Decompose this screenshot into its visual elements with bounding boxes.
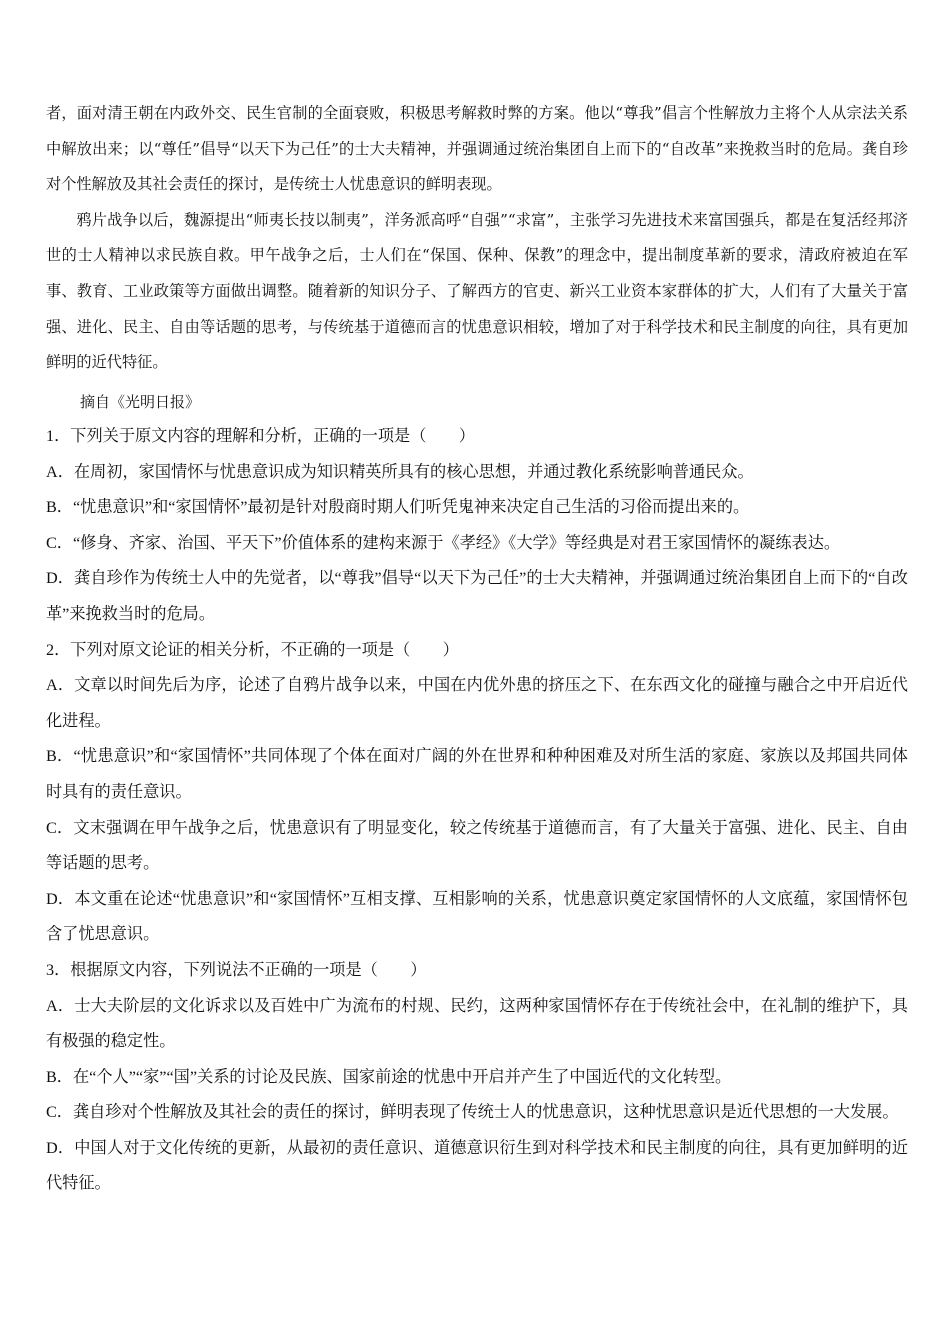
question-3-option-b: B．在“个人”“家”“国”关系的讨论及民族、国家前途的忧患中开启并产生了中国近代的文化转型。 [46, 1067, 732, 1086]
question-1-option-c: C．“修身、齐家、治国、平天下”价值体系的建构来源于《孝经》《大学》等经典是对君王家国情怀的凝练表达。 [46, 533, 841, 552]
passage-paragraph-2: 鸦片战争以后，魏源提出“师夷长技以制夷”，洋务派高呼“自强”“求富”，主张学习先进技术来富国强兵，都是在复活经邦济世的士人精神以求民族自救。甲午战争之后，士人们在“保国、保种、保教”的理念中，提出制度革新的要求，清政府被迫在军事、教育、工业政策等方面做出调整。随着新的知识分子、了解西方的官吏、新兴工业资本家群体的扩大，人们有了大量关于富强、进化、民主、自由等话题的思考，与传统基于道德而言的忧患意识相较，增加了对于科学技术和民主制度的向往，具有更加鲜明的近代特征。 [46, 210, 908, 372]
reading-passage [46, 96, 908, 381]
passage-paragraph-1: 者，面对清王朝在内政外交、民生官制的全面衰败，积极思考解救时弊的方案。他以“尊我”倡言个性解放力主将个人从宗法关系中解放出来；以“尊任”倡导“以天下为己任”的士大夫精神，并强调通过统治集团自上而下的“自改革”来挽救当时的危局。龚自珍对个性解放及其社会责任的探讨，是传统士人忧患意识的鲜明表现。 [46, 104, 908, 194]
question-2-option-b: B．“忧患意识”和“家国情怀”共同体现了个体在面对广阔的外在世界和种种困难及对所生活的家庭、家族以及邦国共同体时具有的责任意识。 [46, 747, 908, 801]
question-1-stem: 1．下列关于原文内容的理解和分析，正确的一项是（ ） [46, 427, 475, 445]
question-1-option-a: A．在周初，家国情怀与忧患意识成为知识精英所具有的核心思想，并通过教化系统影响普通民众。 [46, 462, 754, 481]
question-3-option-a: A．士大夫阶层的文化诉求以及百姓中广为流布的村规、民约，这两种家国情怀存在于传统社会中，在礼制的维护下，具有极强的稳定性。 [46, 996, 908, 1051]
question-1-option-d: D．龚自珍作为传统士人中的先觉者，以“尊我”倡导“以天下为己任”的士大夫精神，并强调通过统治集团自上而下的“自改革”来挽救当时的危局。 [46, 569, 908, 623]
question-3-option-c: C．龚自珍对个性解放及其社会的责任的探讨，鲜明表现了传统士人的忧患意识，这种忧思意识是近代思想的一大发展。 [46, 1103, 899, 1122]
question-2-stem: 2．下列对原文论证的相关分析，不正确的一项是（ ） [46, 640, 459, 659]
question-1-option-b: B．“忧患意识”和“家国情怀”最初是针对殷商时期人们听凭鬼神来决定自己生活的习俗而提出来的。 [46, 498, 750, 517]
question-2-option-a: A．文章以时间先后为序，论述了自鸦片战争以来，中国在内优外患的挤压之下、在东西文化的碰撞与融合之中开启近代化进程。 [46, 676, 908, 730]
question-list [46, 419, 908, 1202]
question-2-option-c: C．文末强调在甲午战争之后，忧患意识有了明显变化，较之传统基于道德而言，有了大量关于富强、进化、民主、自由等话题的思考。 [46, 818, 908, 873]
question-3-stem: 3．根据原文内容，下列说法不正确的一项是（ ） [46, 960, 427, 979]
passage-source: 摘自《光明日报》 [80, 393, 201, 411]
question-3-option-d: D．中国人对于文化传统的更新，从最初的责任意识、道德意识衍生到对科学技术和民主制度的向往，具有更加鲜明的近代特征。 [46, 1138, 908, 1193]
question-2-option-d: D．本文重在论述“忧患意识”和“家国情怀”互相支撑、互相影响的关系，忧患意识奠定家国情怀的人文底蕴，家国情怀包含了忧思意识。 [46, 889, 908, 944]
